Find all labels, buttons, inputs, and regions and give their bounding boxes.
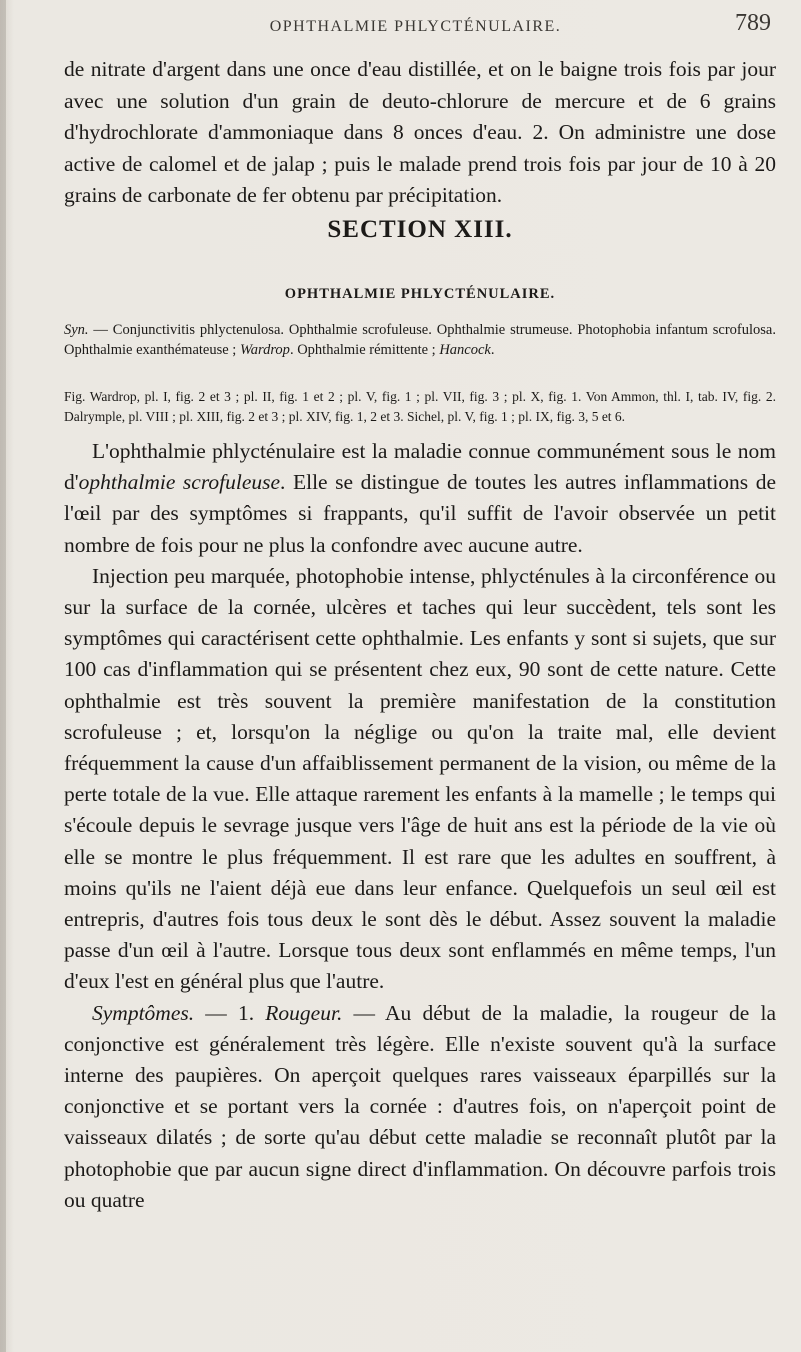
running-title: OPHTHALMIE PHLYCTÉNULAIRE. <box>269 18 562 35</box>
synonyms-author-hancock: Hancock <box>439 342 491 358</box>
body-text <box>64 436 776 1216</box>
symptoms-label: Symptômes. <box>92 1000 195 1025</box>
symptoms-text: — Au début de la maladie, la rougeur de la conjonctive est généralement très légère. Elle n'existe souvent qu'à la surface interne des paupières. On aperçoit quelques rares vaisseaux éparpillés sur la conjonctive et se portant vers la cornée : d'autres fois, on n'aperçoit point de vaisseaux dilatés ; de sorte qu'au début cette maladie se reconnaît plutôt par la photophobie que par aucun signe direct d'inflammation. On découvre parfois trois ou quatre <box>64 1000 776 1212</box>
paragraph-intro-a: L'ophthalmie phlycténulaire est la maladie connue communément sous le nom d' <box>64 439 776 495</box>
synonyms-text-3: . <box>490 342 495 358</box>
synonyms-author-wardrop: Wardrop <box>239 342 290 358</box>
page-gutter-shadow <box>0 0 6 1352</box>
paragraph-intro-b: . Elle se distingue de toutes les autres inflammations de l'œil par des symptômes si frappants, qu'il suffit de l'avoir observée un petit nombre de fois pour ne plus la confondre avec aucune autre. <box>64 470 776 557</box>
synonyms-text-2: . Ophthalmie rémittente ; <box>289 342 440 358</box>
paragraph-intro <box>64 436 776 561</box>
synonyms-text: — Conjunctivitis phlyctenulosa. Ophthalmie scrofuleuse. Ophthalmie strumeuse. Photophobia infantum scrofulosa. Ophthalmie exanthémateuse ; <box>64 322 776 358</box>
symptom-rougeur-label: Rougeur. <box>265 1000 343 1025</box>
continued-paragraph: de nitrate d'argent dans une once d'eau distillée, et on le baigne trois fois par jour avec une solution d'un grain de deuto-chlorure de mercure et de 6 grains d'hydrochlorate d'ammoniaque dans 8 onces d'eau. 2. On administre une dose active de calomel et de jalap ; puis le malade prend trois fois par jour de 10 à 20 grains de carbonate de fer obtenu par précipitation. <box>64 57 776 207</box>
section-title: SECTION XIII. <box>327 216 513 243</box>
synonyms-label: Syn. <box>64 322 89 338</box>
section-subtitle: OPHTHALMIE PHLYCTÉNULAIRE. <box>284 286 556 302</box>
page-number: 789 <box>735 10 771 36</box>
running-head <box>60 10 771 44</box>
symptoms-dash: — 1. <box>194 1000 266 1025</box>
figure-references: Fig. Wardrop, pl. I, fig. 2 et 3 ; pl. II, fig. 1 et 2 ; pl. V, fig. 1 ; pl. VII, fig. 3 ; pl. X, fig. 1. Von Ammon, thl. I, tab. IV, fig. 2. Dalrymple, pl. VIII ; pl. XIII, fig. 2 et 3 ; pl. XIV, fig. 1, 2 et 3. Sichel, pl. V, fig. 1 ; pl. IX, fig. 3, 5 et 6. <box>64 389 776 424</box>
term-ophthalmie-scrofuleuse: ophthalmie scrofuleuse <box>78 470 281 495</box>
paragraph-symptoms <box>64 998 776 1216</box>
paragraph-description: Injection peu marquée, photophobie intense, phlycténules à la circonférence ou sur la surface de la cornée, ulcères et taches qui leur succèdent, tels sont les symptômes qui caractérisent cette ophthalmie. Les enfants y sont si sujets, que sur 100 cas d'inflammation qui se présentent chez eux, 90 sont de cette nature. Cette ophthalmie est très souvent la première manifestation de la constitution scrofuleuse ; et, lorsqu'on la néglige ou qu'on la traite mal, elle devient fréquemment la cause d'un affaiblissement permanent de la vision, ou même de la perte totale de la vue. Elle attaque rarement les enfants à la mamelle ; le temps qui s'écoule depuis le sevrage jusque vers l'âge de huit ans est la période de la vie où elle se montre le plus fréquemment. Il est rare que les adultes en souffrent, à moins qu'ils ne l'aient déjà eue dans leur enfance. Quelquefois un seul œil est entrepris, d'autres fois tous deux le sont dès le début. Assez souvent la maladie passe d'un œil à l'autre. Lorsque tous deux sont enflammés en même temps, l'un d'eux l'est en général plus que l'autre. <box>64 563 776 994</box>
synonyms-paragraph <box>64 320 776 360</box>
